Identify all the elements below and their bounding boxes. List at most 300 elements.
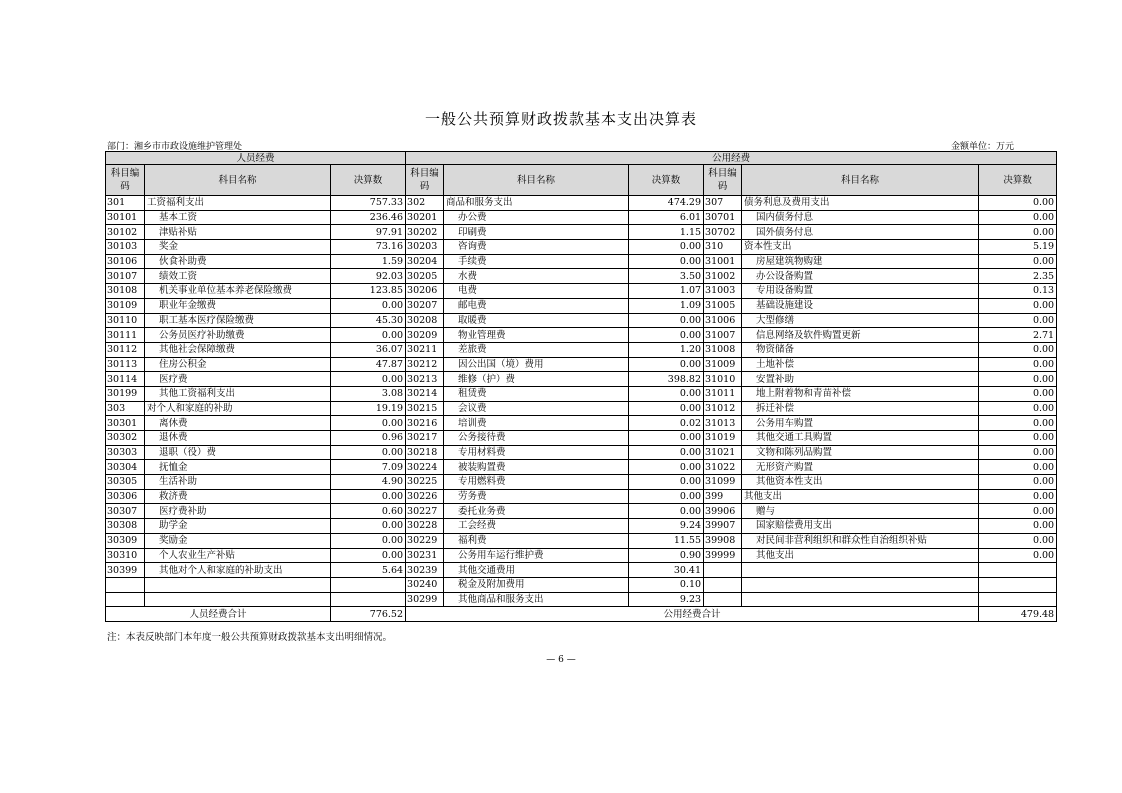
cell-name: 机关事业单位基本养老保险缴费 <box>145 284 331 299</box>
cell-amount: 0.00 <box>629 460 704 475</box>
table-row <box>106 548 1057 563</box>
table-row <box>106 342 1057 357</box>
code-header: 科目编码 <box>704 165 742 196</box>
cell-name: 其他交通工具购置 <box>742 431 979 446</box>
cell-code: 30239 <box>406 563 444 578</box>
cell-amount: 47.87 <box>331 357 406 372</box>
cell-name: 绩效工资 <box>145 269 331 284</box>
cell-amount: 9.23 <box>629 592 704 607</box>
cell-amount: 1.09 <box>629 298 704 313</box>
table-row <box>106 254 1057 269</box>
cell-code: 30306 <box>106 489 145 504</box>
table-row <box>106 240 1057 255</box>
cell-code: 30111 <box>106 328 145 343</box>
cell-name: 资本性支出 <box>742 240 979 255</box>
cell-name: 咨询费 <box>444 240 629 255</box>
cell-name: 水费 <box>444 269 629 284</box>
cell-amount: 0.00 <box>979 416 1057 431</box>
cell-name: 信息网络及软件购置更新 <box>742 328 979 343</box>
cell-name: 房屋建筑物购建 <box>742 254 979 269</box>
cell-amount <box>331 577 406 592</box>
cell-amount: 0.00 <box>979 298 1057 313</box>
cell-amount: 5.64 <box>331 563 406 578</box>
cell-code: 30211 <box>406 342 444 357</box>
cell-code: 30108 <box>106 284 145 299</box>
cell-amount: 0.00 <box>629 357 704 372</box>
cell-code: 30103 <box>106 240 145 255</box>
cell-code <box>704 577 742 592</box>
table-row <box>106 504 1057 519</box>
cell-code: 30231 <box>406 548 444 563</box>
table-row <box>106 519 1057 534</box>
cell-amount: 0.00 <box>979 504 1057 519</box>
table-row <box>106 489 1057 504</box>
cell-amount: 7.09 <box>331 460 406 475</box>
cell-name: 地上附着物和青苗补偿 <box>742 386 979 401</box>
cell-amount: 2.35 <box>979 269 1057 284</box>
cell-name: 债务利息及费用支出 <box>742 196 979 211</box>
cell-name: 福利费 <box>444 533 629 548</box>
cell-code: 307 <box>704 196 742 211</box>
cell-code: 30110 <box>106 313 145 328</box>
cell-name: 助学金 <box>145 519 331 534</box>
cell-code: 31008 <box>704 342 742 357</box>
cell-amount: 6.01 <box>629 210 704 225</box>
cell-amount: 0.00 <box>629 445 704 460</box>
expenditure-table <box>105 151 1057 622</box>
cell-code: 30215 <box>406 401 444 416</box>
department-label: 部门：湘乡市市政设施维护管理处 <box>107 142 243 152</box>
table-row <box>106 298 1057 313</box>
cell-name: 因公出国（境）费用 <box>444 357 629 372</box>
cell-amount <box>331 592 406 607</box>
cell-code: 30701 <box>704 210 742 225</box>
cell-code: 30207 <box>406 298 444 313</box>
amount-header: 决算数 <box>331 165 406 196</box>
code-header: 科目编码 <box>406 165 444 196</box>
cell-name: 租赁费 <box>444 386 629 401</box>
table-row <box>106 445 1057 460</box>
cell-amount: 0.00 <box>331 416 406 431</box>
public-total-label: 公用经费合计 <box>406 607 979 622</box>
cell-code: 30309 <box>106 533 145 548</box>
cell-amount: 0.00 <box>979 313 1057 328</box>
cell-name: 津贴补贴 <box>145 225 331 240</box>
cell-code: 30310 <box>106 548 145 563</box>
cell-code: 30102 <box>106 225 145 240</box>
public-header: 公用经费 <box>406 152 1057 165</box>
cell-amount: 0.00 <box>331 533 406 548</box>
cell-amount: 0.00 <box>331 445 406 460</box>
cell-amount: 0.00 <box>629 240 704 255</box>
cell-code: 30202 <box>406 225 444 240</box>
cell-name: 商品和服务支出 <box>444 196 629 211</box>
cell-amount: 0.00 <box>979 519 1057 534</box>
cell-name: 工会经费 <box>444 519 629 534</box>
cell-name: 奖金 <box>145 240 331 255</box>
cell-code: 30308 <box>106 519 145 534</box>
cell-name: 公务用车运行维护费 <box>444 548 629 563</box>
cell-amount: 0.00 <box>629 475 704 490</box>
cell-amount: 0.00 <box>629 328 704 343</box>
cell-code <box>106 592 145 607</box>
cell-amount: 9.24 <box>629 519 704 534</box>
code-header: 科目编码 <box>106 165 145 196</box>
cell-name: 大型修缮 <box>742 313 979 328</box>
cell-amount: 0.00 <box>979 401 1057 416</box>
cell-amount: 1.59 <box>331 254 406 269</box>
cell-code: 30212 <box>406 357 444 372</box>
cell-amount: 0.60 <box>331 504 406 519</box>
cell-name: 退休费 <box>145 431 331 446</box>
table-row <box>106 225 1057 240</box>
cell-code: 30399 <box>106 563 145 578</box>
cell-name: 国内债务付息 <box>742 210 979 225</box>
cell-name: 赠与 <box>742 504 979 519</box>
cell-code: 30208 <box>406 313 444 328</box>
cell-name: 物业管理费 <box>444 328 629 343</box>
cell-name: 离休费 <box>145 416 331 431</box>
cell-amount: 0.00 <box>629 489 704 504</box>
cell-name: 办公费 <box>444 210 629 225</box>
cell-amount: 0.00 <box>629 504 704 519</box>
cell-name: 其他商品和服务支出 <box>444 592 629 607</box>
cell-name: 抚恤金 <box>145 460 331 475</box>
cell-code <box>106 577 145 592</box>
cell-code: 31003 <box>704 284 742 299</box>
cell-code: 39907 <box>704 519 742 534</box>
cell-name: 基本工资 <box>145 210 331 225</box>
table-row <box>106 328 1057 343</box>
cell-amount: 5.19 <box>979 240 1057 255</box>
cell-name: 文物和陈列品购置 <box>742 445 979 460</box>
cell-code: 30112 <box>106 342 145 357</box>
table-row <box>106 416 1057 431</box>
cell-amount: 0.90 <box>629 548 704 563</box>
cell-code: 30226 <box>406 489 444 504</box>
cell-amount: 30.41 <box>629 563 704 578</box>
cell-amount: 0.00 <box>979 225 1057 240</box>
cell-code: 30224 <box>406 460 444 475</box>
page-number: — 6 — <box>546 655 576 665</box>
cell-code: 30301 <box>106 416 145 431</box>
table-row <box>106 372 1057 387</box>
cell-code: 30702 <box>704 225 742 240</box>
cell-amount: 0.13 <box>979 284 1057 299</box>
group-header-row <box>106 152 1057 165</box>
cell-name <box>145 592 331 607</box>
cell-name: 委托业务费 <box>444 504 629 519</box>
cell-code: 31013 <box>704 416 742 431</box>
table-row <box>106 592 1057 607</box>
personnel-total-label: 人员经费合计 <box>106 607 331 622</box>
cell-name: 伙食补助费 <box>145 254 331 269</box>
cell-amount <box>979 577 1057 592</box>
cell-code: 31001 <box>704 254 742 269</box>
cell-amount: 0.00 <box>331 328 406 343</box>
cell-code: 39908 <box>704 533 742 548</box>
cell-amount: 0.10 <box>629 577 704 592</box>
cell-code: 30199 <box>106 386 145 401</box>
cell-name: 税金及附加费用 <box>444 577 629 592</box>
table-row <box>106 210 1057 225</box>
cell-name: 会议费 <box>444 401 629 416</box>
cell-code: 30229 <box>406 533 444 548</box>
cell-code: 30101 <box>106 210 145 225</box>
cell-amount: 0.00 <box>979 489 1057 504</box>
cell-name: 生活补助 <box>145 475 331 490</box>
cell-code <box>704 592 742 607</box>
table-row <box>106 577 1057 592</box>
cell-name: 工资福利支出 <box>145 196 331 211</box>
cell-name: 邮电费 <box>444 298 629 313</box>
cell-name: 其他社会保障缴费 <box>145 342 331 357</box>
cell-code: 30216 <box>406 416 444 431</box>
cell-amount: 0.00 <box>629 386 704 401</box>
cell-amount: 0.00 <box>979 210 1057 225</box>
public-total-value: 479.48 <box>979 607 1057 622</box>
cell-name: 奖励金 <box>145 533 331 548</box>
cell-name: 公务接待费 <box>444 431 629 446</box>
cell-amount: 97.91 <box>331 225 406 240</box>
cell-name: 拆迁补偿 <box>742 401 979 416</box>
cell-name: 医疗费补助 <box>145 504 331 519</box>
cell-amount: 11.55 <box>629 533 704 548</box>
cell-name: 维修（护）费 <box>444 372 629 387</box>
cell-name: 物资储备 <box>742 342 979 357</box>
cell-name <box>145 577 331 592</box>
table-row <box>106 563 1057 578</box>
cell-code: 30304 <box>106 460 145 475</box>
cell-code: 30227 <box>406 504 444 519</box>
table-row <box>106 269 1057 284</box>
cell-amount: 3.08 <box>331 386 406 401</box>
cell-amount: 0.00 <box>629 313 704 328</box>
cell-name: 个人农业生产补贴 <box>145 548 331 563</box>
cell-amount: 123.85 <box>331 284 406 299</box>
name-header: 科目名称 <box>444 165 629 196</box>
cell-amount: 4.90 <box>331 475 406 490</box>
personnel-total-value: 776.52 <box>331 607 406 622</box>
cell-name: 专用材料费 <box>444 445 629 460</box>
cell-code: 30302 <box>106 431 145 446</box>
footnote: 注：本表反映部门本年度一般公共预算财政拨款基本支出明细情况。 <box>107 632 393 643</box>
cell-name: 国家赔偿费用支出 <box>742 519 979 534</box>
cell-code: 30225 <box>406 475 444 490</box>
table-row <box>106 313 1057 328</box>
cell-name: 印刷费 <box>444 225 629 240</box>
cell-amount: 0.00 <box>979 254 1057 269</box>
cell-code: 30106 <box>106 254 145 269</box>
cell-code: 31009 <box>704 357 742 372</box>
cell-name: 医疗费 <box>145 372 331 387</box>
cell-code: 39999 <box>704 548 742 563</box>
cell-code: 30209 <box>406 328 444 343</box>
cell-code: 310 <box>704 240 742 255</box>
cell-code: 31099 <box>704 475 742 490</box>
cell-code: 31011 <box>704 386 742 401</box>
cell-name: 对民间非营利组织和群众性自治组织补贴 <box>742 533 979 548</box>
cell-name: 培训费 <box>444 416 629 431</box>
cell-amount: 45.30 <box>331 313 406 328</box>
cell-code: 31007 <box>704 328 742 343</box>
cell-code: 30109 <box>106 298 145 313</box>
table-row <box>106 357 1057 372</box>
personnel-header: 人员经费 <box>106 152 406 165</box>
cell-name <box>742 592 979 607</box>
cell-name: 职业年金缴费 <box>145 298 331 313</box>
table-row <box>106 460 1057 475</box>
cell-amount: 3.50 <box>629 269 704 284</box>
cell-code: 303 <box>106 401 145 416</box>
column-header-row <box>106 165 1057 196</box>
cell-name: 公务用车购置 <box>742 416 979 431</box>
cell-amount: 0.00 <box>979 196 1057 211</box>
cell-name: 其他支出 <box>742 548 979 563</box>
cell-name: 无形资产购置 <box>742 460 979 475</box>
cell-name: 职工基本医疗保险缴费 <box>145 313 331 328</box>
cell-amount: 0.00 <box>979 431 1057 446</box>
cell-code: 301 <box>106 196 145 211</box>
cell-name <box>742 577 979 592</box>
cell-code: 30218 <box>406 445 444 460</box>
cell-name: 专用燃料费 <box>444 475 629 490</box>
cell-code: 39906 <box>704 504 742 519</box>
cell-name: 其他工资福利支出 <box>145 386 331 401</box>
cell-name: 差旅费 <box>444 342 629 357</box>
cell-code: 302 <box>406 196 444 211</box>
cell-code: 30206 <box>406 284 444 299</box>
cell-amount: 0.00 <box>331 548 406 563</box>
cell-name: 救济费 <box>145 489 331 504</box>
cell-name: 住房公积金 <box>145 357 331 372</box>
cell-amount: 2.71 <box>979 328 1057 343</box>
cell-amount: 0.00 <box>629 254 704 269</box>
cell-code: 31022 <box>704 460 742 475</box>
cell-code: 31010 <box>704 372 742 387</box>
cell-name: 安置补助 <box>742 372 979 387</box>
cell-amount: 36.07 <box>331 342 406 357</box>
cell-name: 土地补偿 <box>742 357 979 372</box>
cell-name <box>742 563 979 578</box>
cell-amount: 0.00 <box>331 489 406 504</box>
cell-code: 30214 <box>406 386 444 401</box>
cell-amount: 0.00 <box>331 519 406 534</box>
cell-name: 专用设备购置 <box>742 284 979 299</box>
totals-row <box>106 607 1057 622</box>
cell-name: 电费 <box>444 284 629 299</box>
cell-code: 399 <box>704 489 742 504</box>
cell-code: 30204 <box>406 254 444 269</box>
cell-code <box>704 563 742 578</box>
cell-code: 30203 <box>406 240 444 255</box>
cell-code: 30307 <box>106 504 145 519</box>
table-row <box>106 533 1057 548</box>
name-header: 科目名称 <box>145 165 331 196</box>
cell-amount: 757.33 <box>331 196 406 211</box>
cell-amount: 398.82 <box>629 372 704 387</box>
cell-name: 其他支出 <box>742 489 979 504</box>
page-title: 一般公共预算财政拨款基本支出决算表 <box>424 110 697 128</box>
cell-name: 被装购置费 <box>444 460 629 475</box>
cell-code: 31021 <box>704 445 742 460</box>
cell-code: 30114 <box>106 372 145 387</box>
cell-code: 30228 <box>406 519 444 534</box>
cell-amount: 1.15 <box>629 225 704 240</box>
cell-amount: 0.00 <box>979 548 1057 563</box>
cell-amount: 0.96 <box>331 431 406 446</box>
cell-amount: 73.16 <box>331 240 406 255</box>
cell-amount: 92.03 <box>331 269 406 284</box>
cell-name: 基础设施建设 <box>742 298 979 313</box>
cell-amount <box>979 592 1057 607</box>
cell-amount: 1.07 <box>629 284 704 299</box>
cell-amount <box>979 563 1057 578</box>
cell-amount: 0.00 <box>629 431 704 446</box>
cell-code: 31005 <box>704 298 742 313</box>
amount-header: 决算数 <box>979 165 1057 196</box>
cell-name: 其他对个人和家庭的补助支出 <box>145 563 331 578</box>
cell-code: 30240 <box>406 577 444 592</box>
cell-code: 30217 <box>406 431 444 446</box>
cell-code: 30305 <box>106 475 145 490</box>
cell-code: 30113 <box>106 357 145 372</box>
cell-code: 30107 <box>106 269 145 284</box>
cell-amount: 0.00 <box>629 401 704 416</box>
table-row <box>106 401 1057 416</box>
cell-name: 其他资本性支出 <box>742 475 979 490</box>
cell-code: 30201 <box>406 210 444 225</box>
cell-name: 手续费 <box>444 254 629 269</box>
table-row <box>106 284 1057 299</box>
cell-amount: 236.46 <box>331 210 406 225</box>
cell-amount: 0.00 <box>979 357 1057 372</box>
cell-code: 31012 <box>704 401 742 416</box>
cell-code: 30303 <box>106 445 145 460</box>
cell-name: 对个人和家庭的补助 <box>145 401 331 416</box>
cell-name: 办公设备购置 <box>742 269 979 284</box>
cell-amount: 0.00 <box>331 372 406 387</box>
table-row <box>106 475 1057 490</box>
cell-amount: 0.00 <box>979 445 1057 460</box>
cell-name: 公务员医疗补助缴费 <box>145 328 331 343</box>
cell-code: 30205 <box>406 269 444 284</box>
table-body <box>106 196 1057 607</box>
cell-code: 30299 <box>406 592 444 607</box>
cell-amount: 0.00 <box>331 298 406 313</box>
cell-name: 取暖费 <box>444 313 629 328</box>
table-row <box>106 431 1057 446</box>
cell-amount: 19.19 <box>331 401 406 416</box>
name-header: 科目名称 <box>742 165 979 196</box>
cell-amount: 0.02 <box>629 416 704 431</box>
cell-amount: 0.00 <box>979 386 1057 401</box>
table-row <box>106 196 1057 211</box>
cell-amount: 0.00 <box>979 342 1057 357</box>
cell-name: 其他交通费用 <box>444 563 629 578</box>
cell-code: 31006 <box>704 313 742 328</box>
cell-amount: 0.00 <box>979 475 1057 490</box>
table-row <box>106 386 1057 401</box>
cell-name: 退职（役）费 <box>145 445 331 460</box>
cell-name: 国外债务付息 <box>742 225 979 240</box>
cell-name: 劳务费 <box>444 489 629 504</box>
cell-amount: 0.00 <box>979 372 1057 387</box>
cell-amount: 0.00 <box>979 533 1057 548</box>
cell-amount: 474.29 <box>629 196 704 211</box>
cell-amount: 0.00 <box>979 460 1057 475</box>
amount-header: 决算数 <box>629 165 704 196</box>
